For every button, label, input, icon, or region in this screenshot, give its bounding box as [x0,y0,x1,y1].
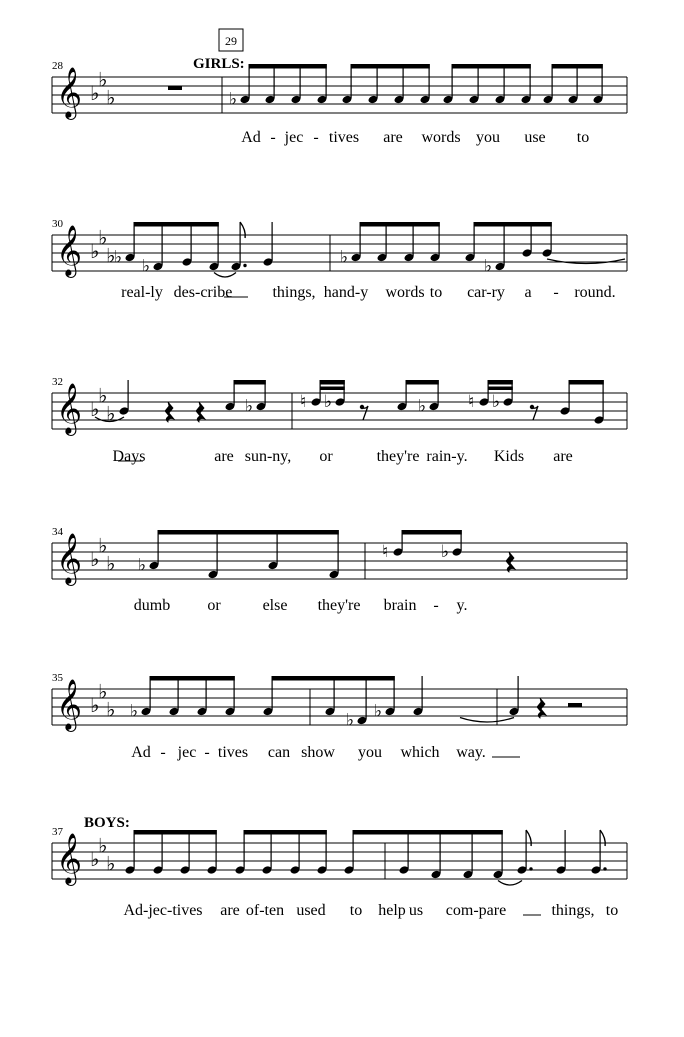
measure-number: 30 [52,218,63,230]
lyric-syllable: are [220,902,240,919]
note [130,702,151,722]
rehearsal-mark [219,29,243,51]
note [418,397,439,417]
lyric-syllable: dumb [133,597,171,614]
quarter-rest-icon [537,698,546,718]
flat-icon: ♭ [340,247,349,268]
staff-system [52,56,627,146]
measure-number: 37 [52,826,63,838]
lyric-syllable: to [605,902,619,919]
flat-icon: ♭ [484,256,493,277]
svg-text:♭: ♭ [98,67,108,92]
lyric-syllable: they're [376,448,420,465]
lyric-syllable: way. [456,744,486,761]
note [229,90,250,110]
beam [351,64,430,69]
staff-system [52,672,627,761]
svg-text:♭: ♭ [106,551,116,576]
lyric-syllable: are [383,129,403,146]
lyric-syllable: tives [217,744,249,761]
beam [452,64,531,69]
lyric-syllable: real-ly [121,284,163,301]
lyric-syllable: jec [177,744,197,761]
note [346,711,367,731]
beam [474,222,552,227]
lyric-syllable: things, [551,902,595,919]
flat-icon: ♭ [374,701,383,722]
svg-text:♭: ♭ [106,697,116,722]
flat-icon: ♭ [346,710,355,731]
svg-text:♭: ♭ [106,851,116,876]
svg-text:𝄞: 𝄞 [56,225,83,276]
svg-text:♭: ♭ [106,243,116,268]
lyric-syllable: jec [284,129,304,146]
svg-text:♭: ♭ [106,401,116,426]
lyric-syllable: are [553,448,573,465]
lyric-syllable: to [576,129,590,146]
svg-text:𝄞: 𝄞 [56,679,83,730]
staff-system [52,526,627,614]
part-label: GIRLS: [193,56,245,72]
lyric-syllable: help [378,902,406,919]
staff-system [52,218,627,301]
flat-icon: ♭ [324,392,333,412]
flat-icon: ♭ [130,701,139,722]
lyric-syllable: hand-y [323,284,369,301]
beam [552,64,603,69]
note [374,702,395,722]
natural-icon: ♮ [468,392,475,412]
flat-icon: ♭ [245,396,254,417]
svg-text:♭: ♭ [90,239,100,263]
lyric-syllable: things, [272,284,316,301]
beam [234,380,266,385]
eighth-rest-icon [360,405,368,420]
lyric-syllable: or [319,448,333,465]
beam [406,380,439,385]
lyric-syllable: - [270,129,276,146]
treble-clef-icon [56,383,82,436]
beam [158,530,339,535]
note [114,248,135,268]
svg-text:𝄞: 𝄞 [56,383,83,434]
measure-number: 28 [52,60,63,72]
beam [320,380,345,385]
lyric-syllable: they're [317,597,361,614]
note [517,865,533,875]
flat-icon: ♭ [229,89,238,110]
lyric-syllable: us [408,902,424,919]
tie [498,881,522,886]
flat-icon: ♭ [142,256,151,277]
measure-number: 35 [52,672,63,684]
lyric-syllable: to [349,902,363,919]
tie [214,273,236,278]
lyric-syllable: show [301,744,335,761]
tie [547,259,625,264]
lyric-syllable: - [433,597,439,614]
lyric-syllable: words [421,129,461,146]
beam [134,222,219,227]
staff-system [52,376,627,465]
beam [360,222,440,227]
lyric-syllable: words [385,284,425,301]
svg-text:♭: ♭ [90,547,100,571]
flat-icon: ♭ [114,247,123,268]
svg-text:♭: ♭ [90,397,100,421]
beam [134,830,217,835]
staff-system [52,815,627,919]
note [484,257,505,277]
lyric-syllable: else [262,597,288,614]
svg-text:♭: ♭ [90,847,100,871]
flag [600,830,605,846]
lyric-syllable: which [400,744,440,761]
beam [150,676,235,681]
svg-text:♭: ♭ [106,85,116,110]
quarter-rest-icon [165,402,174,422]
lyric-syllable: - [553,284,559,301]
lyric-syllable: you [358,744,382,761]
lyric-syllable: car-ry [467,284,505,301]
beam [244,830,327,835]
treble-clef-icon [56,833,82,886]
lyric-syllable: or [207,597,221,614]
lyric-syllable: Ad [131,744,151,761]
half-rest-icon [568,703,582,707]
svg-text:𝄞: 𝄞 [56,833,83,884]
svg-text:♭: ♭ [90,693,100,717]
lyric-syllable: - [204,744,210,761]
svg-text:♭: ♭ [90,81,100,105]
flat-icon: ♭ [138,555,147,576]
lyric-syllable: com-pare [445,902,507,919]
lyric-syllable: - [160,744,166,761]
three-flats-icon [90,226,115,268]
note [142,257,163,277]
lyric-syllable: you [476,129,500,146]
eighth-rest-icon [530,405,538,420]
lyric-syllable: Days [112,448,146,465]
lyric-syllable: can [267,744,291,761]
beam [569,380,604,385]
note [245,397,266,417]
measure-number: 32 [52,376,63,388]
flag [240,222,245,238]
svg-text:𝄞: 𝄞 [56,67,83,118]
lyric-syllable: used [296,902,326,919]
lyric-syllable: sun-ny, [244,448,292,465]
lyric-syllable: Kids [493,448,525,465]
whole-rest-icon [168,86,182,90]
tie [460,718,514,723]
flat-icon: ♭ [492,392,501,412]
lyric-syllable: are [214,448,234,465]
svg-text:𝄞: 𝄞 [56,533,83,584]
three-flats-icon [90,834,115,876]
lyric-syllable: of-ten [245,902,285,919]
note [340,248,361,268]
note [231,262,247,272]
svg-text:♭: ♭ [98,833,108,858]
lyric-syllable: brain [383,597,417,614]
quarter-rest-icon [196,402,205,422]
lyric-syllable: des-cribe [173,284,233,301]
note [591,865,607,875]
part-label: BOYS: [84,815,130,831]
lyric-syllable: Ad-jec-tives [123,902,203,919]
treble-clef-icon [56,225,82,278]
beam [488,380,513,385]
three-flats-icon [90,384,115,426]
measure-number: 34 [52,526,63,538]
svg-text:♭: ♭ [98,679,108,704]
flat-icon: ♭ [441,542,450,562]
lyric-syllable: a [524,284,532,301]
lyric-syllable: y. [456,597,468,614]
treble-clef-icon [56,67,82,120]
svg-text:29: 29 [225,34,237,48]
lyric-syllable: rain-y. [426,448,468,465]
treble-clef-icon [56,533,82,586]
note [138,556,159,576]
lyric-syllable: round. [574,284,616,301]
flag [526,830,531,846]
svg-text:♭: ♭ [98,225,108,250]
svg-text:♭: ♭ [98,533,108,558]
treble-clef-icon [56,679,82,732]
beam [353,830,409,835]
lyric-syllable: to [429,284,443,301]
beam [249,64,327,69]
svg-text:♭: ♭ [98,383,108,408]
lyric-syllable: tives [328,129,360,146]
beam [402,530,462,535]
quarter-rest-icon [506,552,515,572]
beam [272,676,395,681]
beam [408,830,503,835]
three-flats-icon [90,68,115,110]
lyric-syllable: use [524,129,546,146]
lyric-syllable: Ad [241,129,261,146]
lyric-syllable: - [313,129,319,146]
natural-icon: ♮ [382,542,389,562]
three-flats-icon [90,534,115,576]
natural-icon: ♮ [300,392,307,412]
three-flats-icon [90,680,115,722]
flat-icon: ♭ [418,396,427,417]
